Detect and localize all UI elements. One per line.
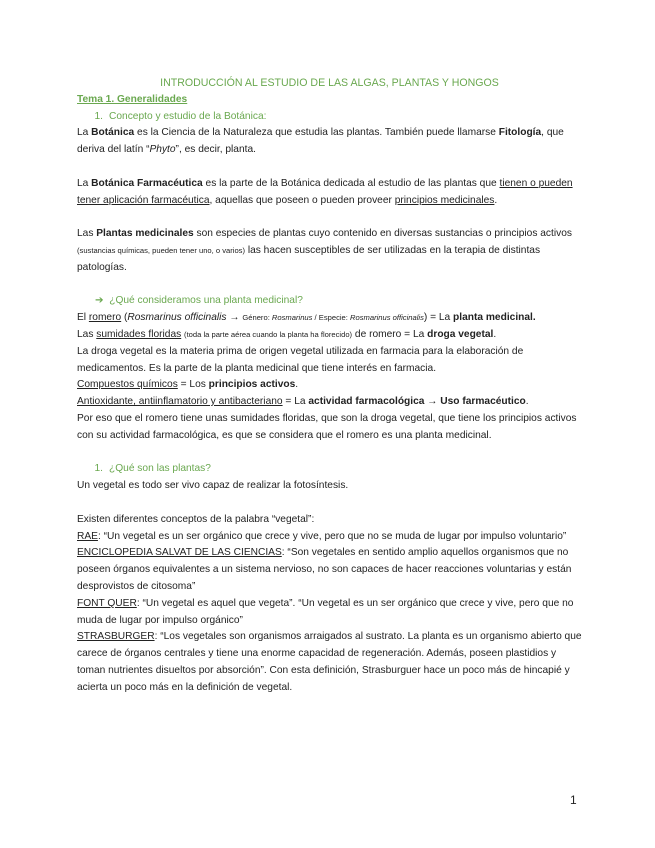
term-droga-vegetal: droga vegetal [427, 328, 494, 340]
text: ) = La [423, 312, 454, 324]
small-note: / Especie: [312, 313, 351, 323]
term-planta-medicinal: planta medicinal. [453, 312, 536, 324]
species-name: Rosmarinus officinalis [127, 312, 227, 324]
line-sumidades [77, 327, 582, 344]
line-actividad [77, 394, 582, 411]
text: El [77, 312, 89, 324]
text: , que deriva del latín “ [77, 127, 564, 156]
definition-text: : “Un vegetal es aquel que vegeta”. “Un vegetal es un ser orgánico que crece y vive, pero que no muda de lugar por impulso orgánico” [77, 597, 574, 626]
definition-source: RAE [77, 530, 98, 542]
term-botanica-farmaceutica: Botánica Farmacéutica [91, 177, 203, 189]
text: La [77, 177, 92, 189]
question-planta-medicinal [77, 293, 582, 310]
underlined-text: romero [88, 312, 122, 324]
definition-source: ENCICLOPEDIA SALVAT DE LAS CIENCIAS [77, 547, 282, 559]
line-conclusion: Por eso que el romero tiene unas sumidades floridas, que son la droga vegetal, que tiene los principios activos con su actividad farmacológica, es que se considera que el romero es una planta medicinal. [77, 412, 577, 441]
text: ( [121, 312, 128, 324]
section-title: ¿Qué son las plantas? [109, 463, 211, 475]
term-phyto: Phyto [149, 144, 176, 156]
underlined-text: principios medicinales [394, 194, 495, 206]
line-vegetal: Un vegetal es todo ser vivo capaz de realizar la fotosíntesis. [77, 480, 349, 492]
definition-source: STRASBURGER [77, 631, 155, 643]
text: son especies de plantas cuyo contenido en diversas sustancias o principios activos [193, 228, 572, 240]
definition-text: : “Un vegetal es un ser orgánico que crece y vive, pero que no se muda de lugar por impulso voluntario” [97, 530, 567, 542]
text: Las [77, 228, 97, 240]
section-heading-plantas [77, 461, 582, 478]
text: es la parte de la Botánica dedicada al estudio de las plantas que [202, 177, 500, 189]
term-actividad-farmacologica: actividad farmacológica → Uso farmacéutico [308, 396, 526, 408]
text: , aquellas que poseen o pueden proveer [209, 194, 395, 206]
text: Las [77, 328, 97, 340]
underlined-text: Compuestos químicos [77, 379, 178, 391]
paragraph-botanica [77, 125, 582, 159]
paragraph-plantas-medicinales [77, 226, 582, 276]
species-name: Rosmarinus officinalis [350, 313, 424, 323]
line-conceptos: Existen diferentes conceptos de la palabra “vegetal”: [77, 513, 315, 525]
line-compuestos [77, 377, 582, 394]
text: → [226, 312, 243, 324]
text: las hacen susceptibles de ser utilizadas en la terapia de distintas patologías. [77, 244, 541, 273]
section-heading-botanica [77, 109, 582, 126]
term-fitologia: Fitología [498, 127, 542, 139]
underlined-text: Antioxidante, antiinflamatorio y antibacteriano [77, 396, 283, 408]
document-body [77, 75, 582, 696]
section-number: 1. [94, 110, 103, 122]
definition-text: : “Los vegetales son organismos arraigados al sustrato. La planta es un organismo abierto que carece de órganos centrales y tiene una enorme capacidad de regeneración. Además, poseen plastidios y toman nutrientes disueltos por absorción”. Con esta definición, Strasburguer hace un poco más de hincapié y acierta un poco más en la definición de vegetal. [77, 631, 582, 693]
term-botanica: Botánica [91, 127, 135, 139]
question-text: ¿Qué consideramos una planta medicinal? [109, 295, 303, 307]
term-plantas-medicinales: Plantas medicinales [96, 228, 194, 240]
small-note: Género: [242, 313, 272, 323]
text: . [295, 379, 299, 391]
paragraph-botanica-farmaceutica [77, 176, 582, 210]
small-note: (toda la parte aérea cuando la planta ha florecido) [184, 329, 353, 339]
section-title: Concepto y estudio de la Botánica: [109, 110, 267, 122]
underlined-text: tienen o pueden tener aplicación farmacéutica [77, 177, 573, 206]
term-principios-activos: principios activos [208, 379, 296, 391]
text: La [77, 127, 92, 139]
underlined-text: sumidades floridas [96, 328, 182, 340]
text: de romero = La [352, 328, 428, 340]
definition-font-quer [77, 596, 582, 630]
document-title: INTRODUCCIÓN AL ESTUDIO DE LAS ALGAS, PLANTAS Y HONGOS [160, 77, 499, 89]
definition-source: FONT QUER [77, 597, 137, 609]
text: = La [282, 396, 309, 408]
line-romero [77, 310, 582, 327]
line-droga-vegetal: La droga vegetal es la materia prima de origen vegetal utilizada en farmacia para la elaboración de medicamentos. Es la parte de la planta medicinal que tiene interés en farmacia. [77, 345, 524, 374]
text: . [525, 396, 529, 408]
arrow-icon: ➔ [95, 295, 104, 307]
definition-strasburger [77, 629, 582, 696]
text: es la Ciencia de la Naturaleza que estudia las plantas. También puede llamarse [134, 127, 499, 139]
text: . [493, 328, 497, 340]
definition-text: : “Son vegetales en sentido amplio aquellos organismos que no poseen órganos equivalentes a un sistema nervioso, no son capaces de hacer reacciones voluntarias y están desprovistos de citosoma” [77, 547, 572, 592]
genus-name: Rosmarinus [271, 313, 313, 323]
text: . [494, 194, 498, 206]
text: = Los [177, 379, 209, 391]
definition-rae [77, 529, 582, 546]
section-number: 1. [94, 463, 103, 475]
page-number: 1 [570, 793, 577, 807]
text: ”, es decir, planta. [175, 144, 256, 156]
topic-heading: Tema 1. Generalidades [77, 93, 188, 105]
definition-salvat [77, 545, 582, 595]
small-note: (sustancias químicas, pueden tener uno, o varios) [77, 245, 245, 255]
